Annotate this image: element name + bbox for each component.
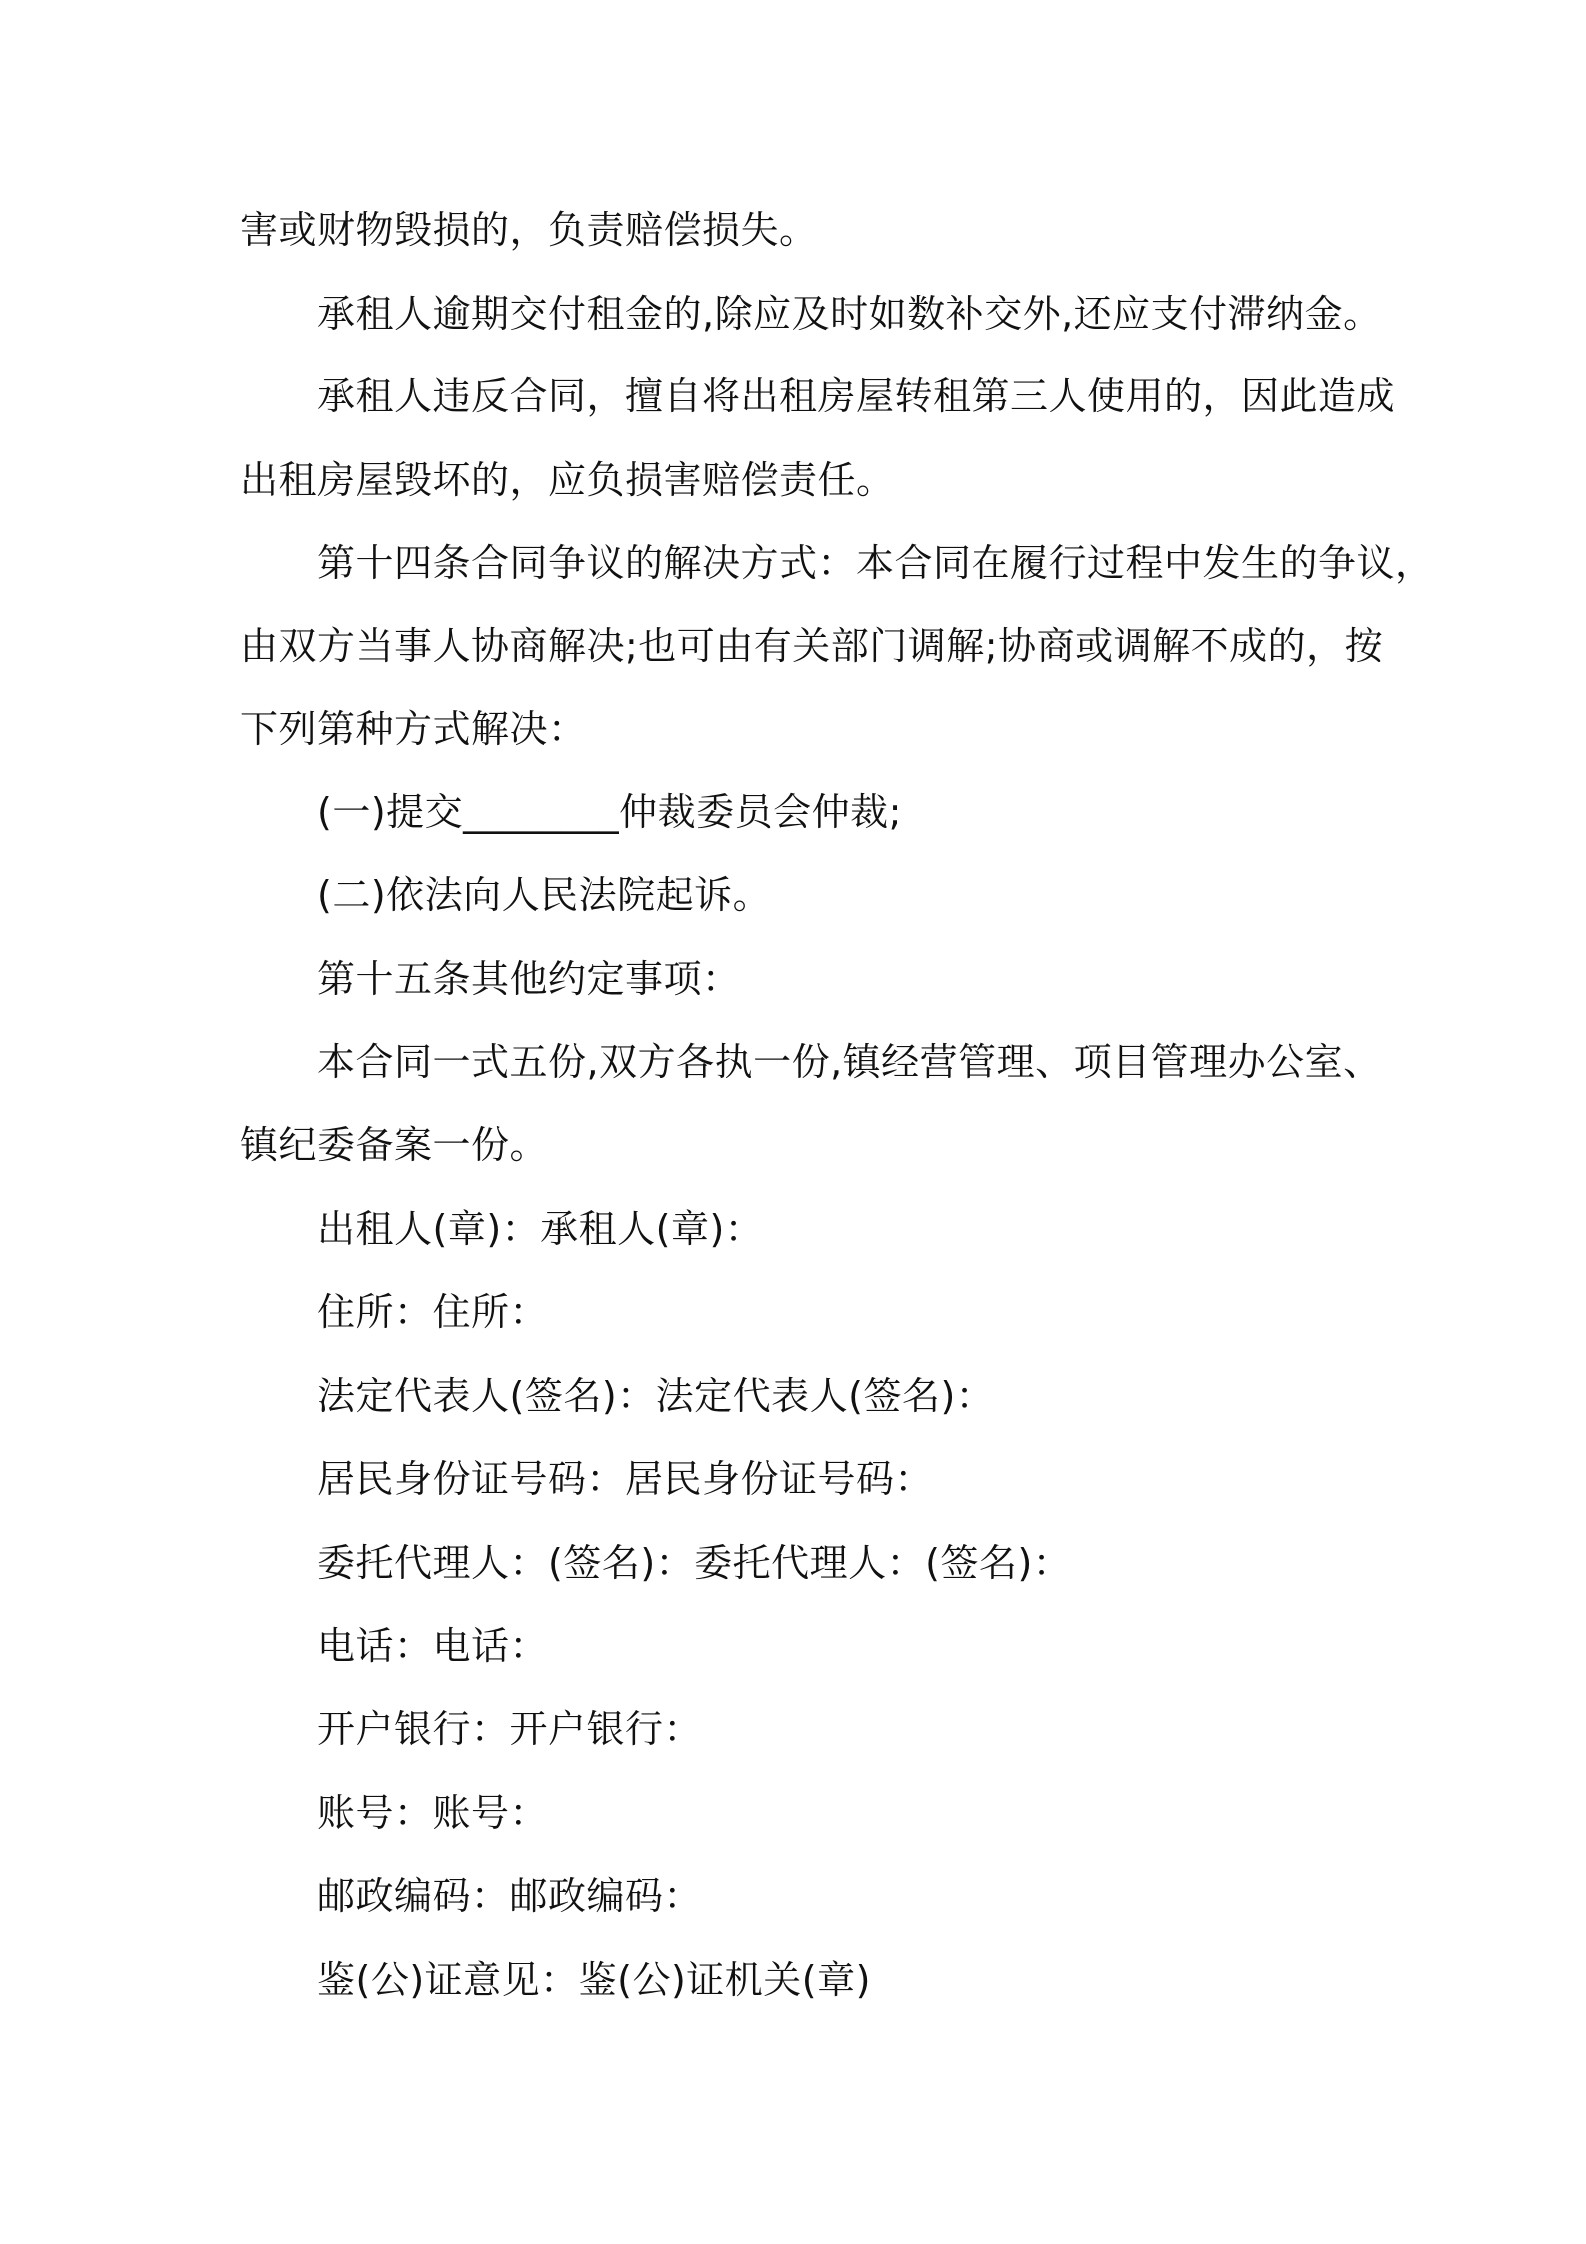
text-line-13: 出租人(章)：承租人(章)： [317, 1207, 764, 1251]
text-line-20: 账号：账号： [317, 1791, 549, 1835]
text-line-10: 第十五条其他约定事项： [317, 957, 741, 1001]
text-line-12: 镇纪委备案一份。 [240, 1123, 549, 1167]
text-line-1: 害或财物毁损的，负责赔偿损失。 [240, 208, 818, 252]
text-line-9: (二)依法向人民法院起诉。 [317, 873, 772, 917]
text-line-14: 住所：住所： [317, 1290, 549, 1334]
text-line-19: 开户银行：开户银行： [317, 1707, 703, 1751]
text-line-22: 鉴(公)证意见：鉴(公)证机关(章) [317, 1958, 871, 2002]
text-line-16: 居民身份证号码：居民身份证号码： [317, 1457, 934, 1501]
text-line-2: 承租人逾期交付租金的,除应及时如数补交外,还应支付滞纳金。 [317, 292, 1382, 336]
text-line-8: (一)提交________仲裁委员会仲裁; [317, 790, 902, 834]
text-line-6: 由双方当事人协商解决;也可由有关部门调解;协商或调解不成的，按 [240, 624, 1384, 668]
text-line-4: 出租房屋毁坏的，应负损害赔偿责任。 [240, 458, 895, 502]
text-line-3: 承租人违反合同，擅自将出租房屋转租第三人使用的，因此造成 [317, 374, 1396, 418]
text-line-15: 法定代表人(签名)：法定代表人(签名)： [317, 1374, 995, 1418]
text-line-7: 下列第种方式解决： [240, 707, 587, 751]
text-line-17: 委托代理人：(签名)：委托代理人：(签名)： [317, 1541, 1072, 1585]
text-line-5: 第十四条合同争议的解决方式：本合同在履行过程中发生的争议， [317, 541, 1434, 585]
text-line-11: 本合同一式五份,双方各执一份,镇经营管理、项目管理办公室、 [317, 1040, 1382, 1084]
text-line-18: 电话：电话： [317, 1624, 549, 1668]
text-line-21: 邮政编码：邮政编码： [317, 1874, 703, 1918]
